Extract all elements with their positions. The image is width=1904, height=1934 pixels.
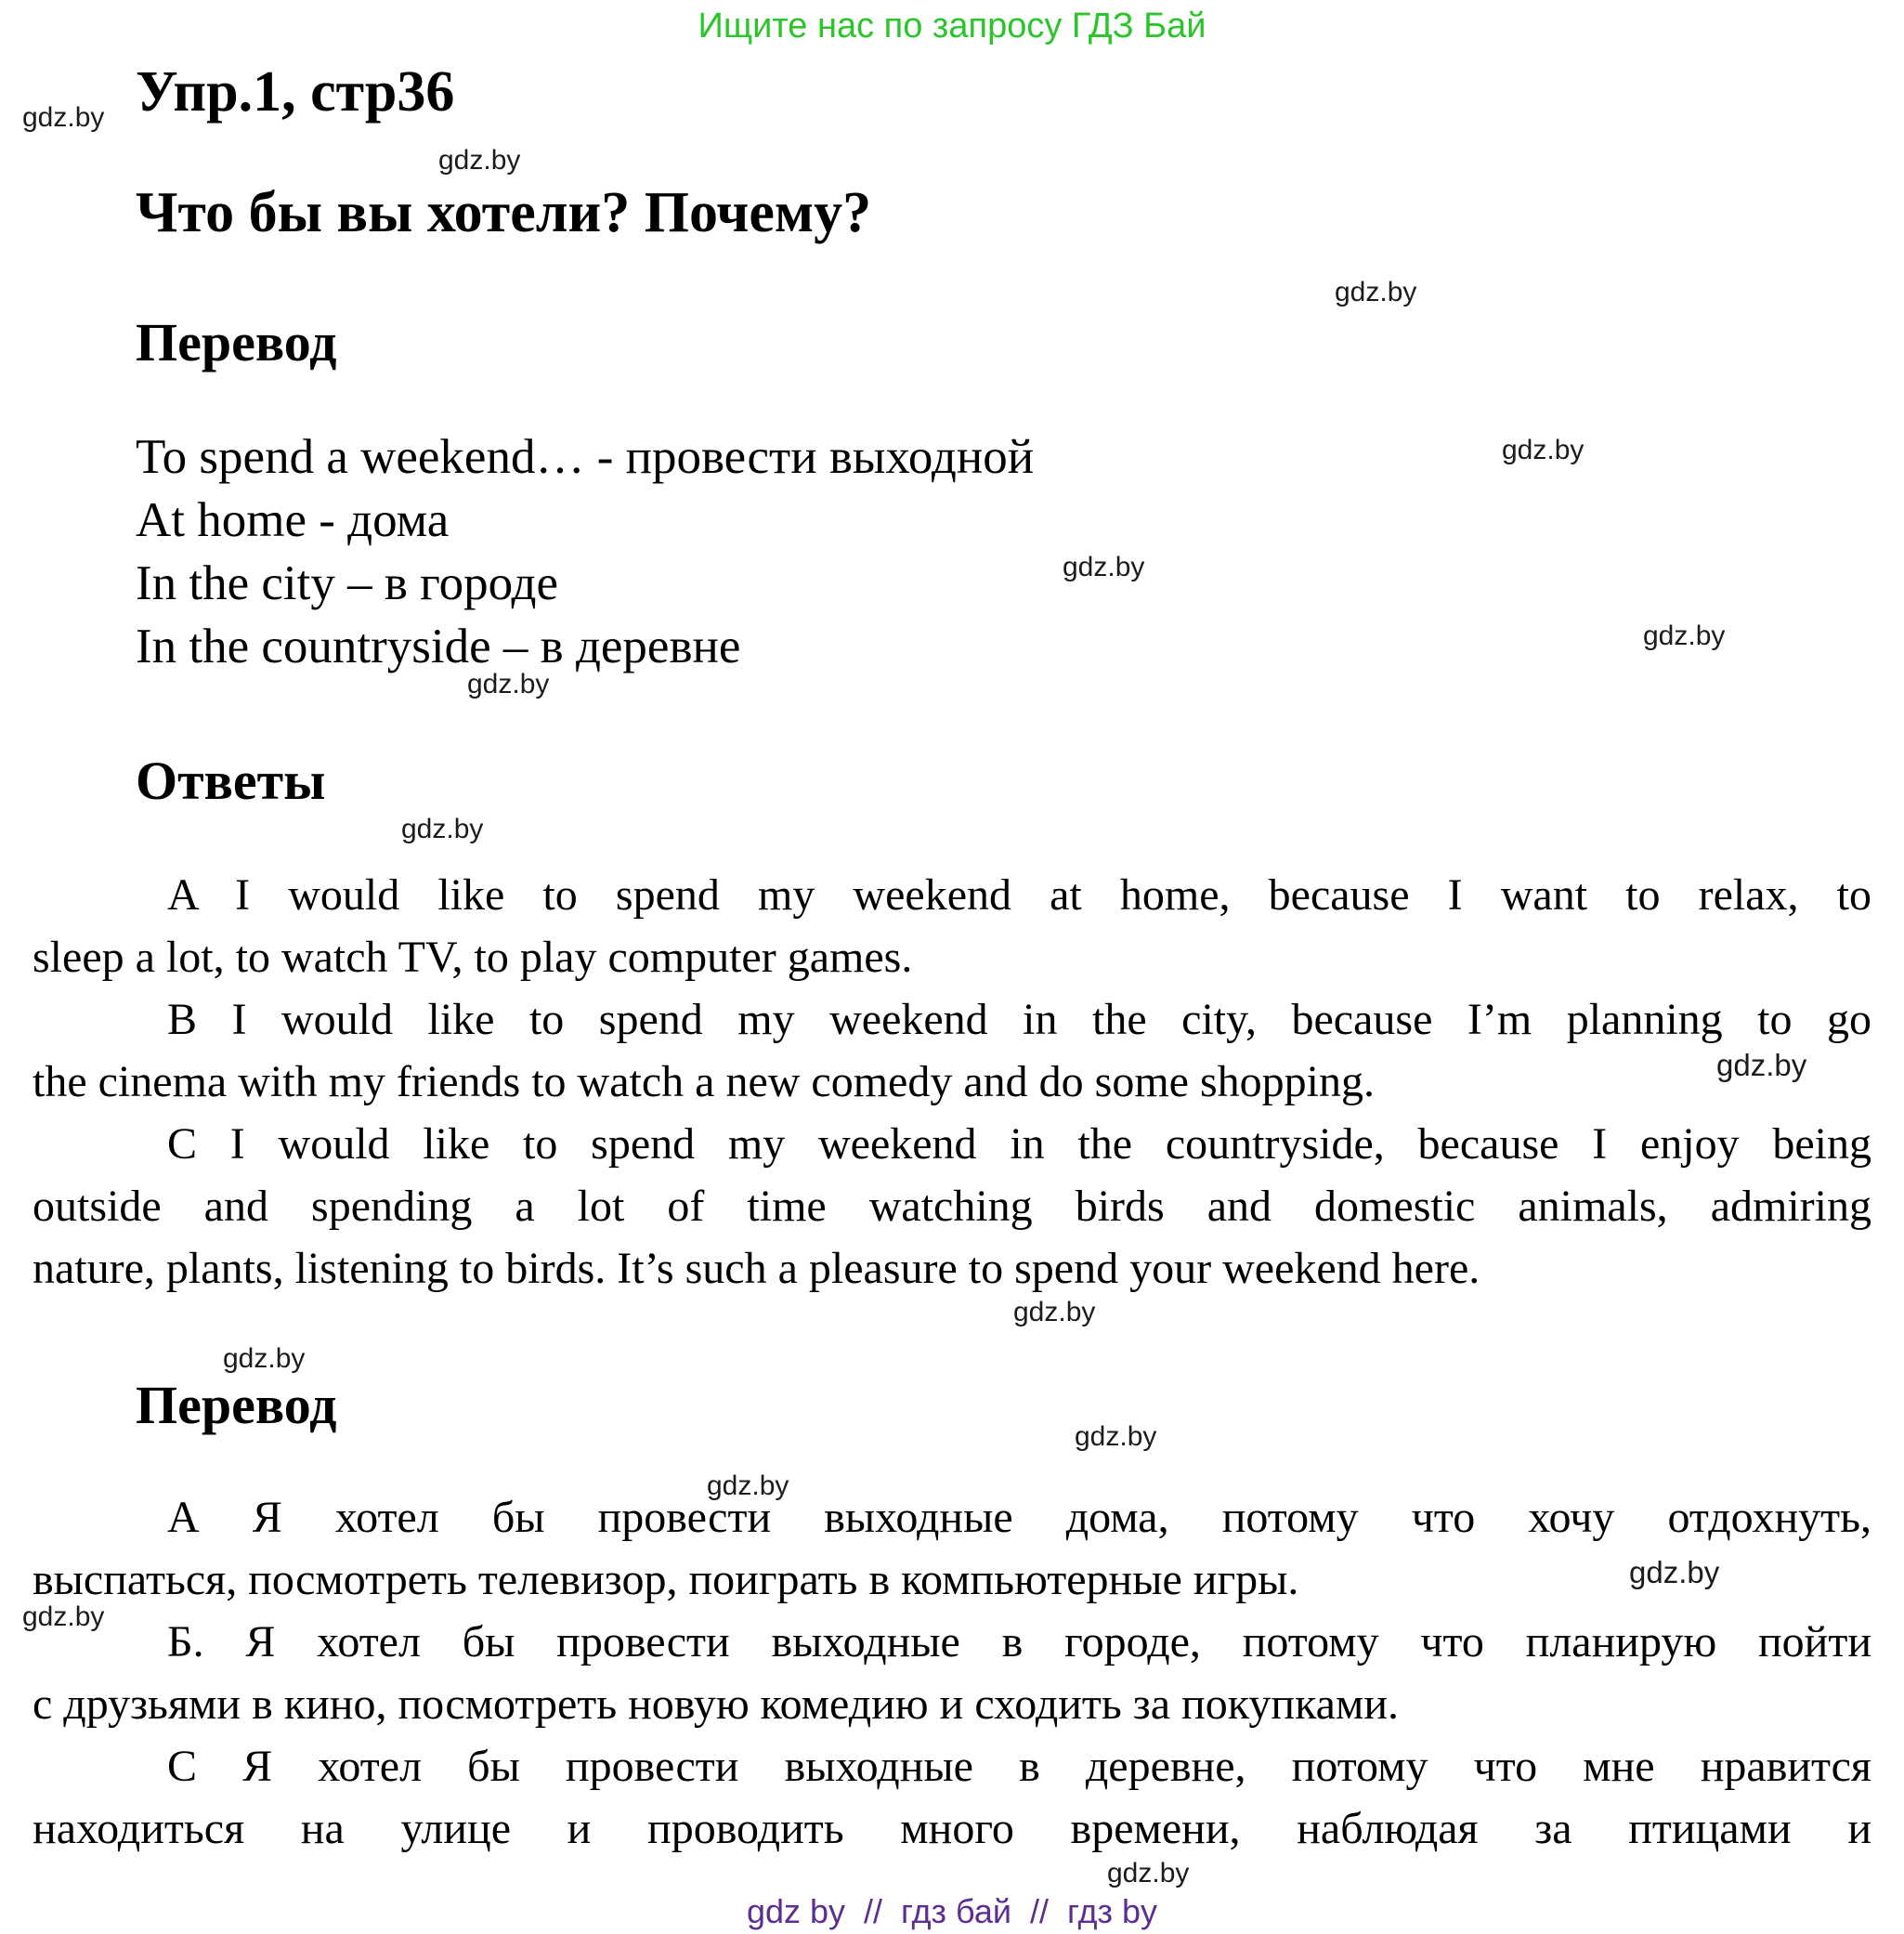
answer-paragraph-en-b	[33, 988, 1871, 1113]
answers-heading: Ответы	[136, 751, 326, 811]
answer-paragraph-ru-b	[33, 1611, 1871, 1735]
exercise-title: Упр.1, стр36	[136, 60, 455, 124]
text-line: выспаться, посмотреть телевизор, поиграть в компьютерные игры.	[33, 1555, 1299, 1604]
question-title: Что бы вы хотели? Почему?	[136, 181, 872, 244]
watermark: gdz.by	[438, 145, 521, 176]
answer-paragraph-ru-c	[33, 1735, 1871, 1860]
watermark: gdz.by	[1716, 1048, 1807, 1082]
watermark: gdz.by	[22, 1601, 105, 1632]
answers-russian	[33, 1486, 1871, 1860]
watermark: gdz.by	[1075, 1421, 1157, 1452]
answer-paragraph-en-a	[33, 864, 1871, 988]
text-line: А Я хотел бы провести выходные дома, потому что хочу отдохнуть,	[167, 1493, 1871, 1542]
watermark: gdz.by	[1502, 435, 1584, 465]
watermark: gdz.by	[22, 102, 105, 133]
promo-banner: Ищите нас по запросу ГДЗ Бай	[698, 7, 1206, 46]
watermark: gdz.by	[1335, 277, 1417, 307]
text-line: Б. Я хотел бы провести выходные в городе, потому что планирую пойти	[167, 1617, 1871, 1666]
watermark: gdz.by	[1013, 1297, 1096, 1327]
watermark: gdz.by	[1063, 552, 1145, 582]
vocabulary-list	[136, 425, 1715, 678]
watermark: gdz.by	[467, 669, 550, 699]
text-line: A I would like to spend my weekend at home, because I want to relax, to	[167, 870, 1871, 920]
text-line: the cinema with my friends to watch a new comedy and do some shopping.	[33, 1057, 1375, 1106]
text-line: To spend a weekend… - провести выходной	[136, 430, 1035, 484]
text-line: B I would like to spend my weekend in the city, because I’m planning to go	[167, 995, 1871, 1044]
watermark: gdz.by	[223, 1343, 306, 1374]
answers-english	[33, 864, 1871, 1300]
text-line: с друзьями в кино, посмотреть новую комедию и сходить за покупками.	[33, 1679, 1400, 1729]
answer-paragraph-en-c	[33, 1113, 1871, 1300]
watermark: gdz.by	[1107, 1858, 1190, 1888]
watermark: gdz.by	[1643, 621, 1726, 651]
footer-links: gdz by // гдз бай // гдз by	[746, 1892, 1158, 1930]
text-line: С Я хотел бы провести выходные в деревне, потому что мне нравится	[167, 1742, 1871, 1791]
text-line: In the countryside – в деревне	[136, 620, 741, 673]
text-line: C I would like to spend my weekend in the countryside, because I enjoy being	[167, 1119, 1871, 1169]
text-line: nature, plants, listening to birds. It’s such a pleasure to spend your weekend here.	[33, 1244, 1480, 1293]
watermark: gdz.by	[1629, 1555, 1720, 1589]
text-line: In the city – в городе	[136, 556, 559, 610]
text-line: sleep a lot, to watch TV, to play computer games.	[33, 933, 913, 982]
answer-paragraph-ru-a	[33, 1486, 1871, 1611]
text-line: At home - дома	[136, 493, 450, 547]
text-line: находиться на улице и проводить много времени, наблюдая за птицами и	[33, 1804, 1871, 1853]
translation-heading-2: Перевод	[136, 1375, 337, 1435]
watermark: gdz.by	[401, 814, 484, 844]
translation-heading-1: Перевод	[136, 312, 337, 372]
text-line: outside and spending a lot of time watching birds and domestic animals, admiring	[33, 1182, 1871, 1231]
watermark: gdz.by	[707, 1470, 789, 1501]
